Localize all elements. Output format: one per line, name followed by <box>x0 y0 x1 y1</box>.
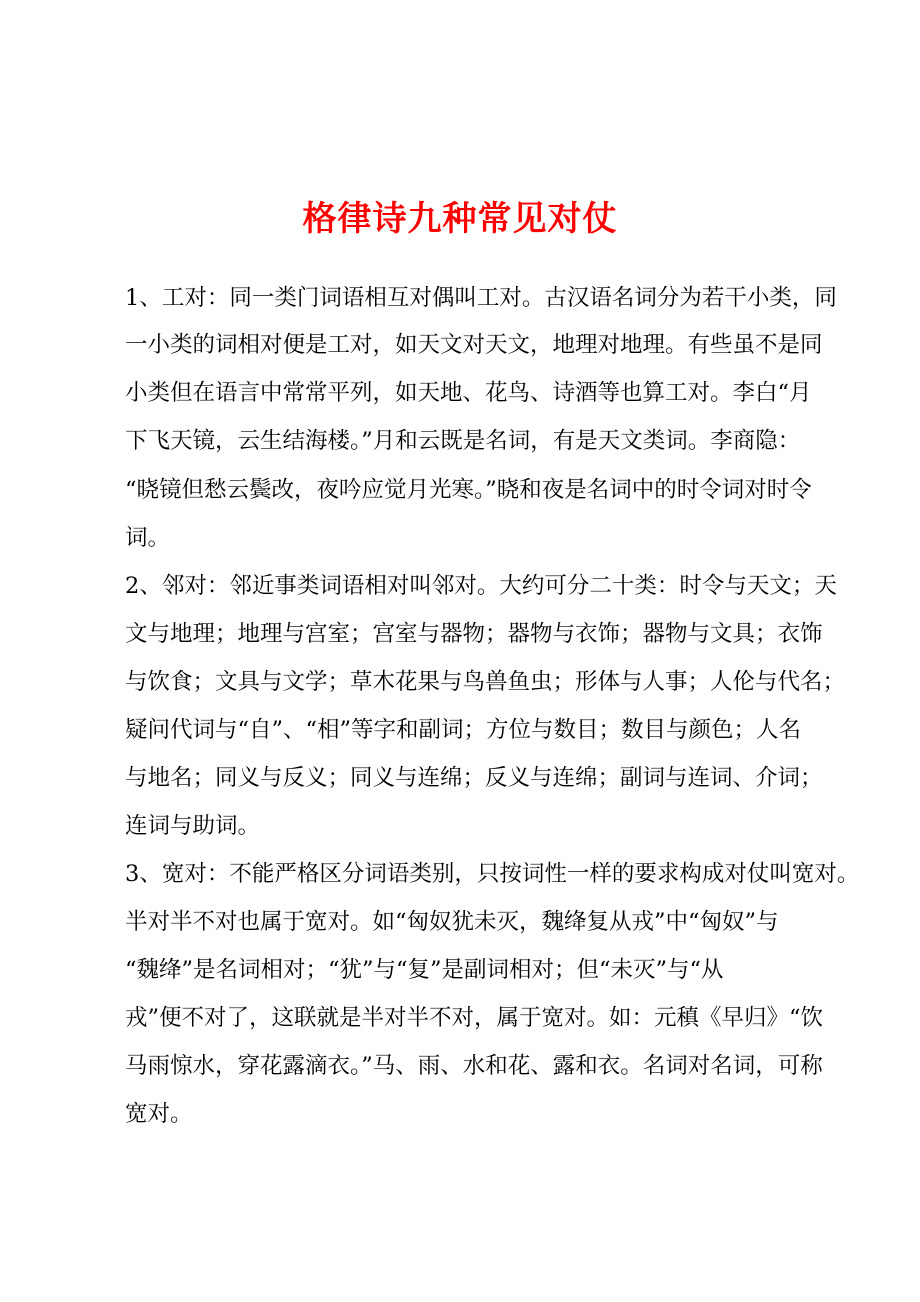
text-line: 1、工对：同一类门词语相互对偶叫工对。古汉语名词分为若干小类，同 <box>125 285 837 311</box>
text-line: 词。 <box>125 525 171 551</box>
text-line: 疑问代词与“自”、“相”等字和副词；方位与数目；数目与颜色；人名 <box>125 717 802 743</box>
text-line: 连词与助词。 <box>125 813 261 839</box>
text-line: 半对半不对也属于宽对。如“匈奴犹未灭，魏绛复从戎”中“匈奴”与 <box>125 909 779 935</box>
text-line: 3、宽对：不能严格区分词语类别，只按词性一样的要求构成对仗叫宽对。 <box>125 861 860 887</box>
text-line: 文与地理；地理与宫室；宫室与器物；器物与衣饰；器物与文具；衣饰 <box>125 621 823 647</box>
text-line: “魏绛”是名词相对；“犹”与“复”是副词相对；但“未灭”与“从 <box>125 957 724 983</box>
text-line: 2、邻对：邻近事类词语相对叫邻对。大约可分二十类：时令与天文；天 <box>125 573 837 599</box>
text-line: 一小类的词相对便是工对，如天文对天文，地理对地理。有些虽不是同 <box>125 332 823 358</box>
text-line: 小类但在语言中常常平列，如天地、花鸟、诗酒等也算工对。李白“月 <box>125 380 812 406</box>
text-line: 宽对。 <box>125 1101 193 1127</box>
document-title: 格律诗九种常见对仗 <box>302 199 618 239</box>
text-line: 马雨惊水，穿花露滴衣。”马、雨、水和花、露和衣。名词对名词，可称 <box>125 1053 823 1079</box>
text-line: 戎”便不对了，这联就是半对半不对，属于宽对。如：元稹《早归》“饮 <box>125 1005 824 1031</box>
text-line: “晓镜但愁云鬓改，夜吟应觉月光寒。”晓和夜是名词中的时令词对时令 <box>125 477 812 503</box>
text-line: 与饮食；文具与文学；草木花果与鸟兽鱼虫；形体与人事；人伦与代名； <box>125 669 846 695</box>
text-line: 与地名；同义与反义；同义与连绵；反义与连绵；副词与连词、介词； <box>125 765 823 791</box>
text-line: 下飞天镜，云生结海楼。”月和云既是名词，有是天文类词。李商隐： <box>125 428 801 454</box>
